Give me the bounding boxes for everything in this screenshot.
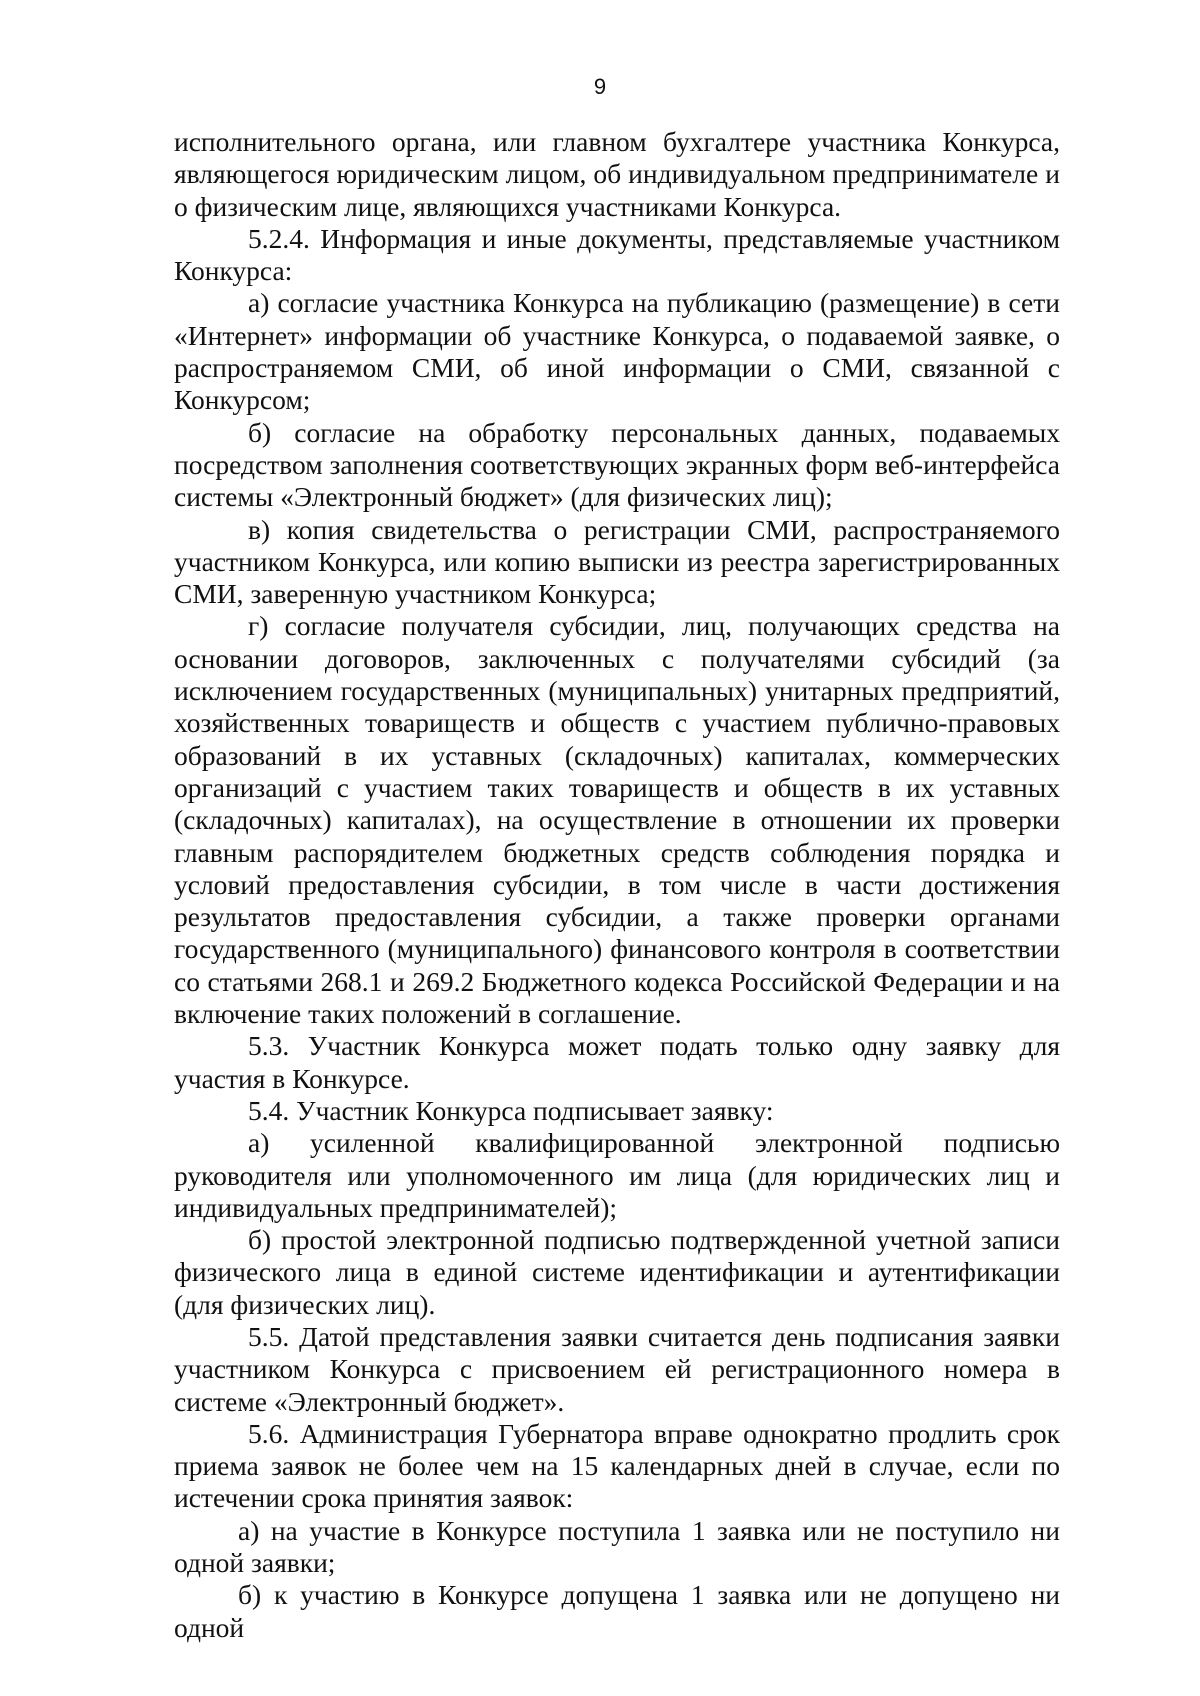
paragraph-continuation: исполнительного органа, или главном бухгалтере участника Конкурса, являющегося юридическим лицом, об индивидуальном предпринимателе и о физическим лице, являющихся участниками Конкурса. [174, 126, 1060, 222]
paragraph-5-6-a: а) на участие в Конкурсе поступила 1 заявка или не поступило ни одной заявки; [174, 1514, 1060, 1579]
paragraph-5-4-b: б) простой электронной подписью подтвержденной учетной записи физического лица в единой системе идентификации и аутентификации (для физических лиц). [174, 1224, 1060, 1320]
document-body [174, 126, 1060, 1644]
paragraph-5-5: 5.5. Датой представления заявки считается день подписания заявки участником Конкурса с присвоением ей регистрационного номера в системе «Электронный бюджет». [174, 1320, 1060, 1417]
paragraph-5-3: 5.3. Участник Конкурса может подать только одну заявку для участия в Конкурсе. [174, 1030, 1060, 1094]
paragraph-5-2-4-b: б) согласие на обработку персональных данных, подаваемых посредством заполнения соответствующих экранных форм веб-интерфейса системы «Электронный бюджет» (для физических лиц); [174, 416, 1060, 513]
paragraph-5-4-a: а) усиленной квалифицированной электронной подписью руководителя или уполномоченного им лица (для юридических лиц и индивидуальных предпринимателей); [174, 1127, 1060, 1223]
paragraph-5-2-4-a: а) согласие участника Конкурса на публикацию (размещение) в сети «Интернет» информации об участнике Конкурса, о подаваемой заявке, о распространяемом СМИ, об иной информации о СМИ, связанной с Конкурсом; [174, 287, 1060, 416]
paragraph-5-4: 5.4. Участник Конкурса подписывает заявку: [248, 1094, 774, 1126]
paragraph-5-2-4-g: г) согласие получателя субсидии, лиц, получающих средства на основании договоров, заключенных с получателями субсидий (за исключением государственных (муниципальных) унитарных предприятий, хозяйственных товариществ и обществ с участием публично-правовых образований в их уставных (складочных) капиталах, коммерческих организаций с участием таких товариществ и обществ в их уставных (складочных) капиталах), на осуществление в отношении их проверки главным распорядителем бюджетных средств соблюдения порядка и условий предоставления субсидии, в том числе в части достижения результатов предоставления субсидии, а также проверки органами государственного (муниципального) финансового контроля в соответствии со статьями 268.1 и 269.2 Бюджетного кодекса Российской Федерации и на включение таких положений в соглашение. [174, 610, 1060, 1030]
paragraph-5-6-b: б) к участию в Конкурсе допущена 1 заявка или не допущено ни одной [174, 1579, 1060, 1643]
paragraph-5-6: 5.6. Администрация Губернатора вправе однократно продлить срок приема заявок не более чем на 15 календарных дней в случае, если по истечении срока принятия заявок: [174, 1417, 1060, 1514]
page-number: 9 [593, 74, 607, 99]
paragraph-5-2-4-v: в) копия свидетельства о регистрации СМИ, распространяемого участником Конкурса, или копию выписки из реестра зарегистрированных СМИ, заверенную участником Конкурса; [174, 513, 1060, 610]
paragraph-5-2-4: 5.2.4. Информация и иные документы, представляемые участником Конкурса: [174, 222, 1060, 287]
